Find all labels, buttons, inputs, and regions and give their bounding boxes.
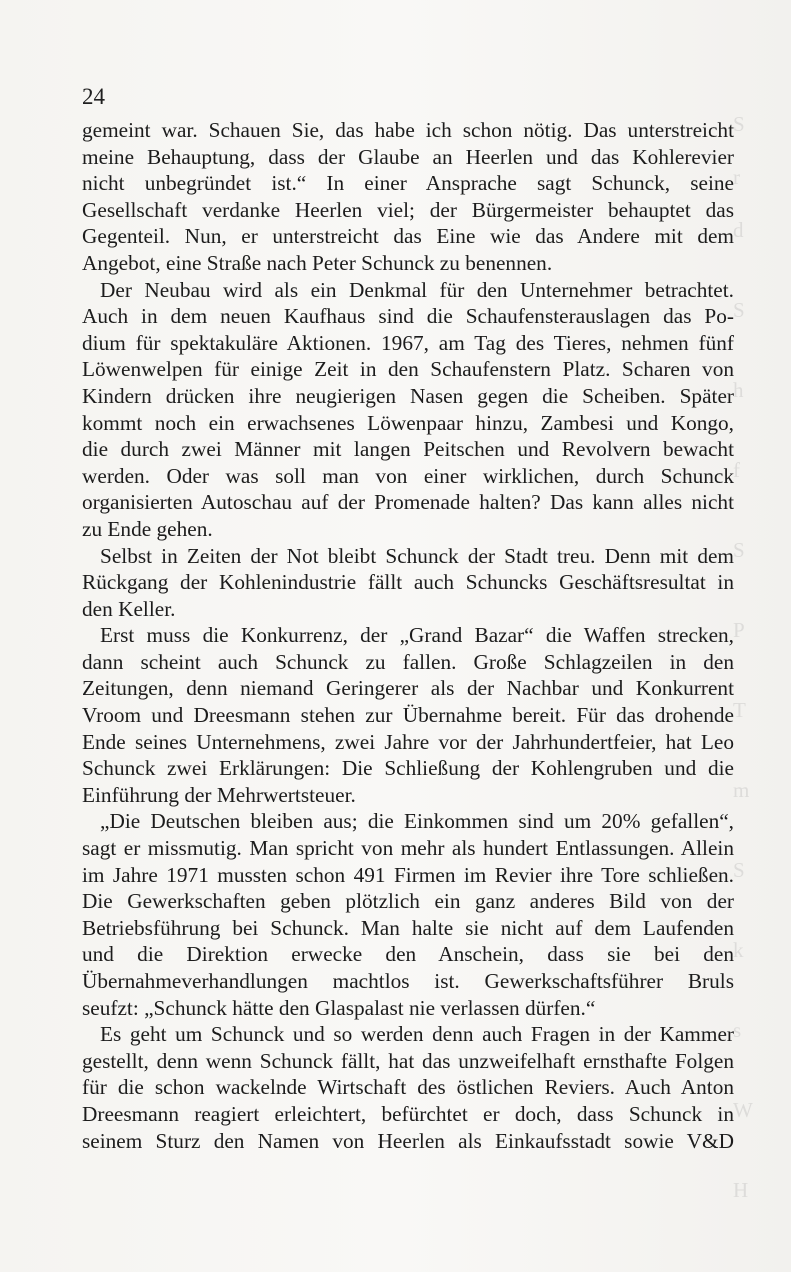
paragraph	[82, 117, 734, 277]
text-line: und die Direktion erwecke den Anschein, dass sie bei den	[82, 942, 734, 967]
text-line: den Keller.	[82, 596, 176, 621]
text-line: Es geht um Schunck und so werden denn auch Fragen in der Kammer	[100, 1022, 734, 1047]
text-line: Einführung der Mehrwertsteuer.	[82, 782, 356, 807]
text-line: organisierten Autoschau auf der Promenade halten? Das kann alles nicht	[82, 490, 734, 515]
text-line: im Jahre 1971 mussten schon 491 Firmen im Revier ihre Tore schließen.	[82, 862, 734, 887]
text-line: Ende seines Unternehmens, zwei Jahre vor der Jahrhundertfeier, hat Leo	[82, 729, 734, 754]
text-line: gestellt, denn wenn Schunck fällt, hat das unzweifelhaft ernsthafte Folgen	[82, 1048, 734, 1073]
text-line: sagt er missmutig. Man spricht von mehr als hundert Entlassungen. Allein	[82, 836, 734, 861]
page-bleed-through: S r d S h f S P T m S k s W H	[733, 112, 753, 1202]
text-line: Erst muss die Konkurrenz, der „Grand Bazar“ die Waffen strecken,	[100, 623, 734, 648]
text-line: meine Behauptung, dass der Glaube an Heerlen und das Kohlerevier	[82, 144, 734, 169]
text-line: Schunck zwei Erklärungen: Die Schließung der Kohlengruben und die	[82, 756, 734, 781]
text-line: Angebot, eine Straße nach Peter Schunck zu benennen.	[82, 250, 553, 275]
paragraph	[82, 622, 734, 808]
paragraph	[82, 808, 734, 1021]
text-line: Kindern drücken ihre neugierigen Nasen gegen die Scheiben. Später	[82, 383, 734, 408]
text-line: Der Neubau wird als ein Denkmal für den Unternehmer betrachtet.	[100, 277, 734, 302]
text-line: Selbst in Zeiten der Not bleibt Schunck der Stadt treu. Denn mit dem	[100, 543, 734, 568]
text-line: Dreesmann reagiert erleichtert, befürchtet er doch, dass Schunck in	[82, 1101, 734, 1126]
text-line: für die schon wackelnde Wirtschaft des östlichen Reviers. Auch Anton	[82, 1075, 734, 1100]
text-line: Übernahmeverhandlungen machtlos ist. Gewerkschaftsführer Bruls	[82, 969, 734, 993]
text-line: Vroom und Dreesmann stehen zur Übernahme bereit. Für das drohende	[82, 703, 734, 728]
text-line: Zeitungen, denn niemand Geringerer als der Nachbar und Konkurrent	[82, 676, 734, 701]
paragraph	[82, 543, 734, 623]
page-number: 24	[82, 84, 105, 109]
text-line: „Die Deutschen bleiben aus; die Einkommen sind um 20% gefallen“,	[100, 809, 734, 834]
text-line: Betriebsführung bei Schunck. Man halte sie nicht auf dem Laufenden	[82, 915, 734, 940]
text-line: Rückgang der Kohlenindustrie fällt auch Schuncks Geschäftsresultat in	[82, 570, 734, 595]
text-line: seufzt: „Schunck hätte den Glaspalast nie verlassen dürfen.“	[82, 995, 596, 1020]
text-line: seinem Sturz den Namen von Heerlen als Einkaufsstadt sowie V&D	[82, 1128, 734, 1153]
text-line: Gegenteil. Nun, er unterstreicht das Eine wie das Andere mit dem	[82, 224, 734, 249]
text-line: dann scheint auch Schunck zu fallen. Große Schlagzeilen in den	[82, 649, 734, 674]
text-line: Die Gewerkschaften geben plötzlich ein ganz anderes Bild von der	[82, 889, 734, 914]
text-line: werden. Oder was soll man von einer wirklichen, durch Schunck	[82, 463, 734, 488]
text-line: nicht unbegründet ist.“ In einer Ansprache sagt Schunck, seine	[82, 171, 734, 196]
text-line: Auch in dem neuen Kaufhaus sind die Schaufensterauslagen das Po-	[82, 304, 734, 329]
text-line: kommt noch ein erwachsenes Löwenpaar hinzu, Zambesi und Kongo,	[82, 410, 734, 435]
text-line: Gesellschaft verdanke Heerlen viel; der Bürgermeister behauptet das	[82, 197, 734, 222]
paragraph	[82, 277, 734, 543]
text-line: dium für spektakuläre Aktionen. 1967, am Tag des Tieres, nehmen fünf	[82, 330, 734, 355]
text-line: die durch zwei Männer mit langen Peitschen und Revolvern bewacht	[82, 437, 734, 462]
text-line: gemeint war. Schauen Sie, das habe ich schon nötig. Das unterstreicht	[82, 118, 734, 142]
text-line: Löwenwelpen für einige Zeit in den Schaufenstern Platz. Scharen von	[82, 357, 734, 382]
text-line: zu Ende gehen.	[82, 516, 213, 541]
body-text	[82, 117, 734, 1154]
paragraph	[82, 1021, 734, 1154]
